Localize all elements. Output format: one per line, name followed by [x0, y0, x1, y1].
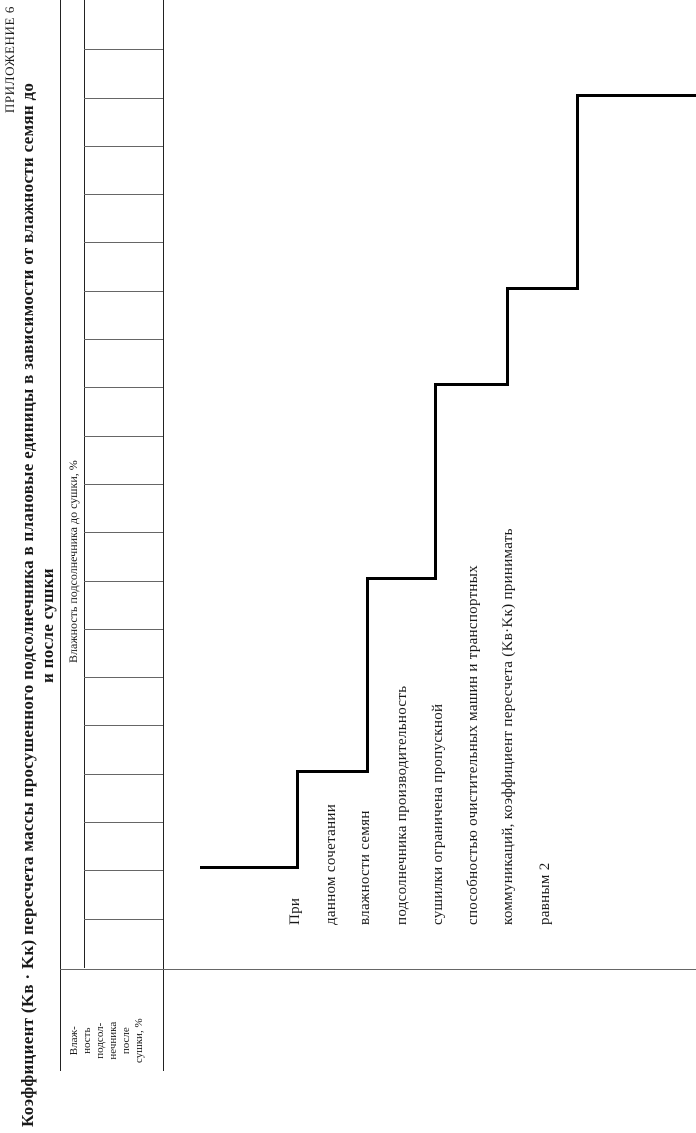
staircase-step: [576, 97, 579, 290]
column-divider: [84, 919, 163, 920]
note-line: При: [287, 897, 303, 925]
staircase-step: [506, 290, 509, 387]
row-header-line: подсол-: [94, 1022, 106, 1059]
appendix-label: ПРИЛОЖЕНИЕ 6: [2, 6, 17, 114]
column-divider: [84, 243, 163, 244]
column-divider: [84, 49, 163, 50]
column-divider: [84, 387, 163, 388]
table-title: Коэффициент (Kв · Kк) пересчета массы просушенного подсолнечника в плановые единицы в зависимости от влажности семян до: [18, 82, 37, 1127]
note-line: коммуникаций, коэффициент пересчета (Kв·Kк) принимать: [500, 528, 516, 925]
column-divider: [84, 146, 163, 147]
column-divider: [84, 870, 163, 871]
column-divider: [84, 532, 163, 533]
column-divider: [84, 98, 163, 99]
note-line: влажности семян: [357, 810, 373, 925]
group-header: Влажность подсолнечника до сушки, %: [66, 460, 80, 663]
column-divider: [84, 436, 163, 437]
staircase-riser: [434, 383, 506, 386]
row-header: [68, 1018, 146, 1063]
row-header-line: нечника: [107, 1021, 119, 1060]
staircase-riser: [366, 577, 434, 580]
note-line: подсолнечника производительность: [394, 685, 410, 925]
column-divider: [84, 774, 163, 775]
staircase-riser: [296, 770, 366, 773]
column-divider: [84, 581, 163, 582]
staircase-riser: [506, 287, 576, 290]
staircase-step: [434, 386, 437, 579]
table-header-rule: [163, 0, 164, 1071]
note-line: равным 2: [537, 862, 553, 925]
column-divider: [84, 822, 163, 823]
table-title-continued: и после сушки: [38, 568, 57, 683]
column-divider: [84, 194, 163, 195]
column-divider: [84, 339, 163, 340]
row-header-line: Влаж-: [68, 1026, 80, 1056]
column-divider: [84, 291, 163, 292]
staircase-riser: [218, 866, 296, 869]
note-line: данном сочетании: [323, 803, 339, 925]
column-divider: [84, 726, 163, 727]
row-header-line: после: [120, 1027, 132, 1055]
column-divider: [84, 629, 163, 630]
staircase-riser: [200, 866, 218, 869]
staircase-step: [366, 580, 369, 773]
staircase-step: [296, 773, 299, 870]
note-line: сушилки ограничена пропускной: [430, 703, 446, 925]
table-top-rule: [60, 0, 61, 1071]
column-divider: [84, 677, 163, 678]
staircase-riser: [576, 94, 696, 97]
row-header-line: сушки, %: [133, 1018, 145, 1063]
row-header-divider: [60, 969, 696, 970]
column-divider: [84, 484, 163, 485]
row-header-line: ность: [81, 1027, 93, 1054]
note-line: способностью очистительных машин и транспортных: [465, 565, 481, 925]
